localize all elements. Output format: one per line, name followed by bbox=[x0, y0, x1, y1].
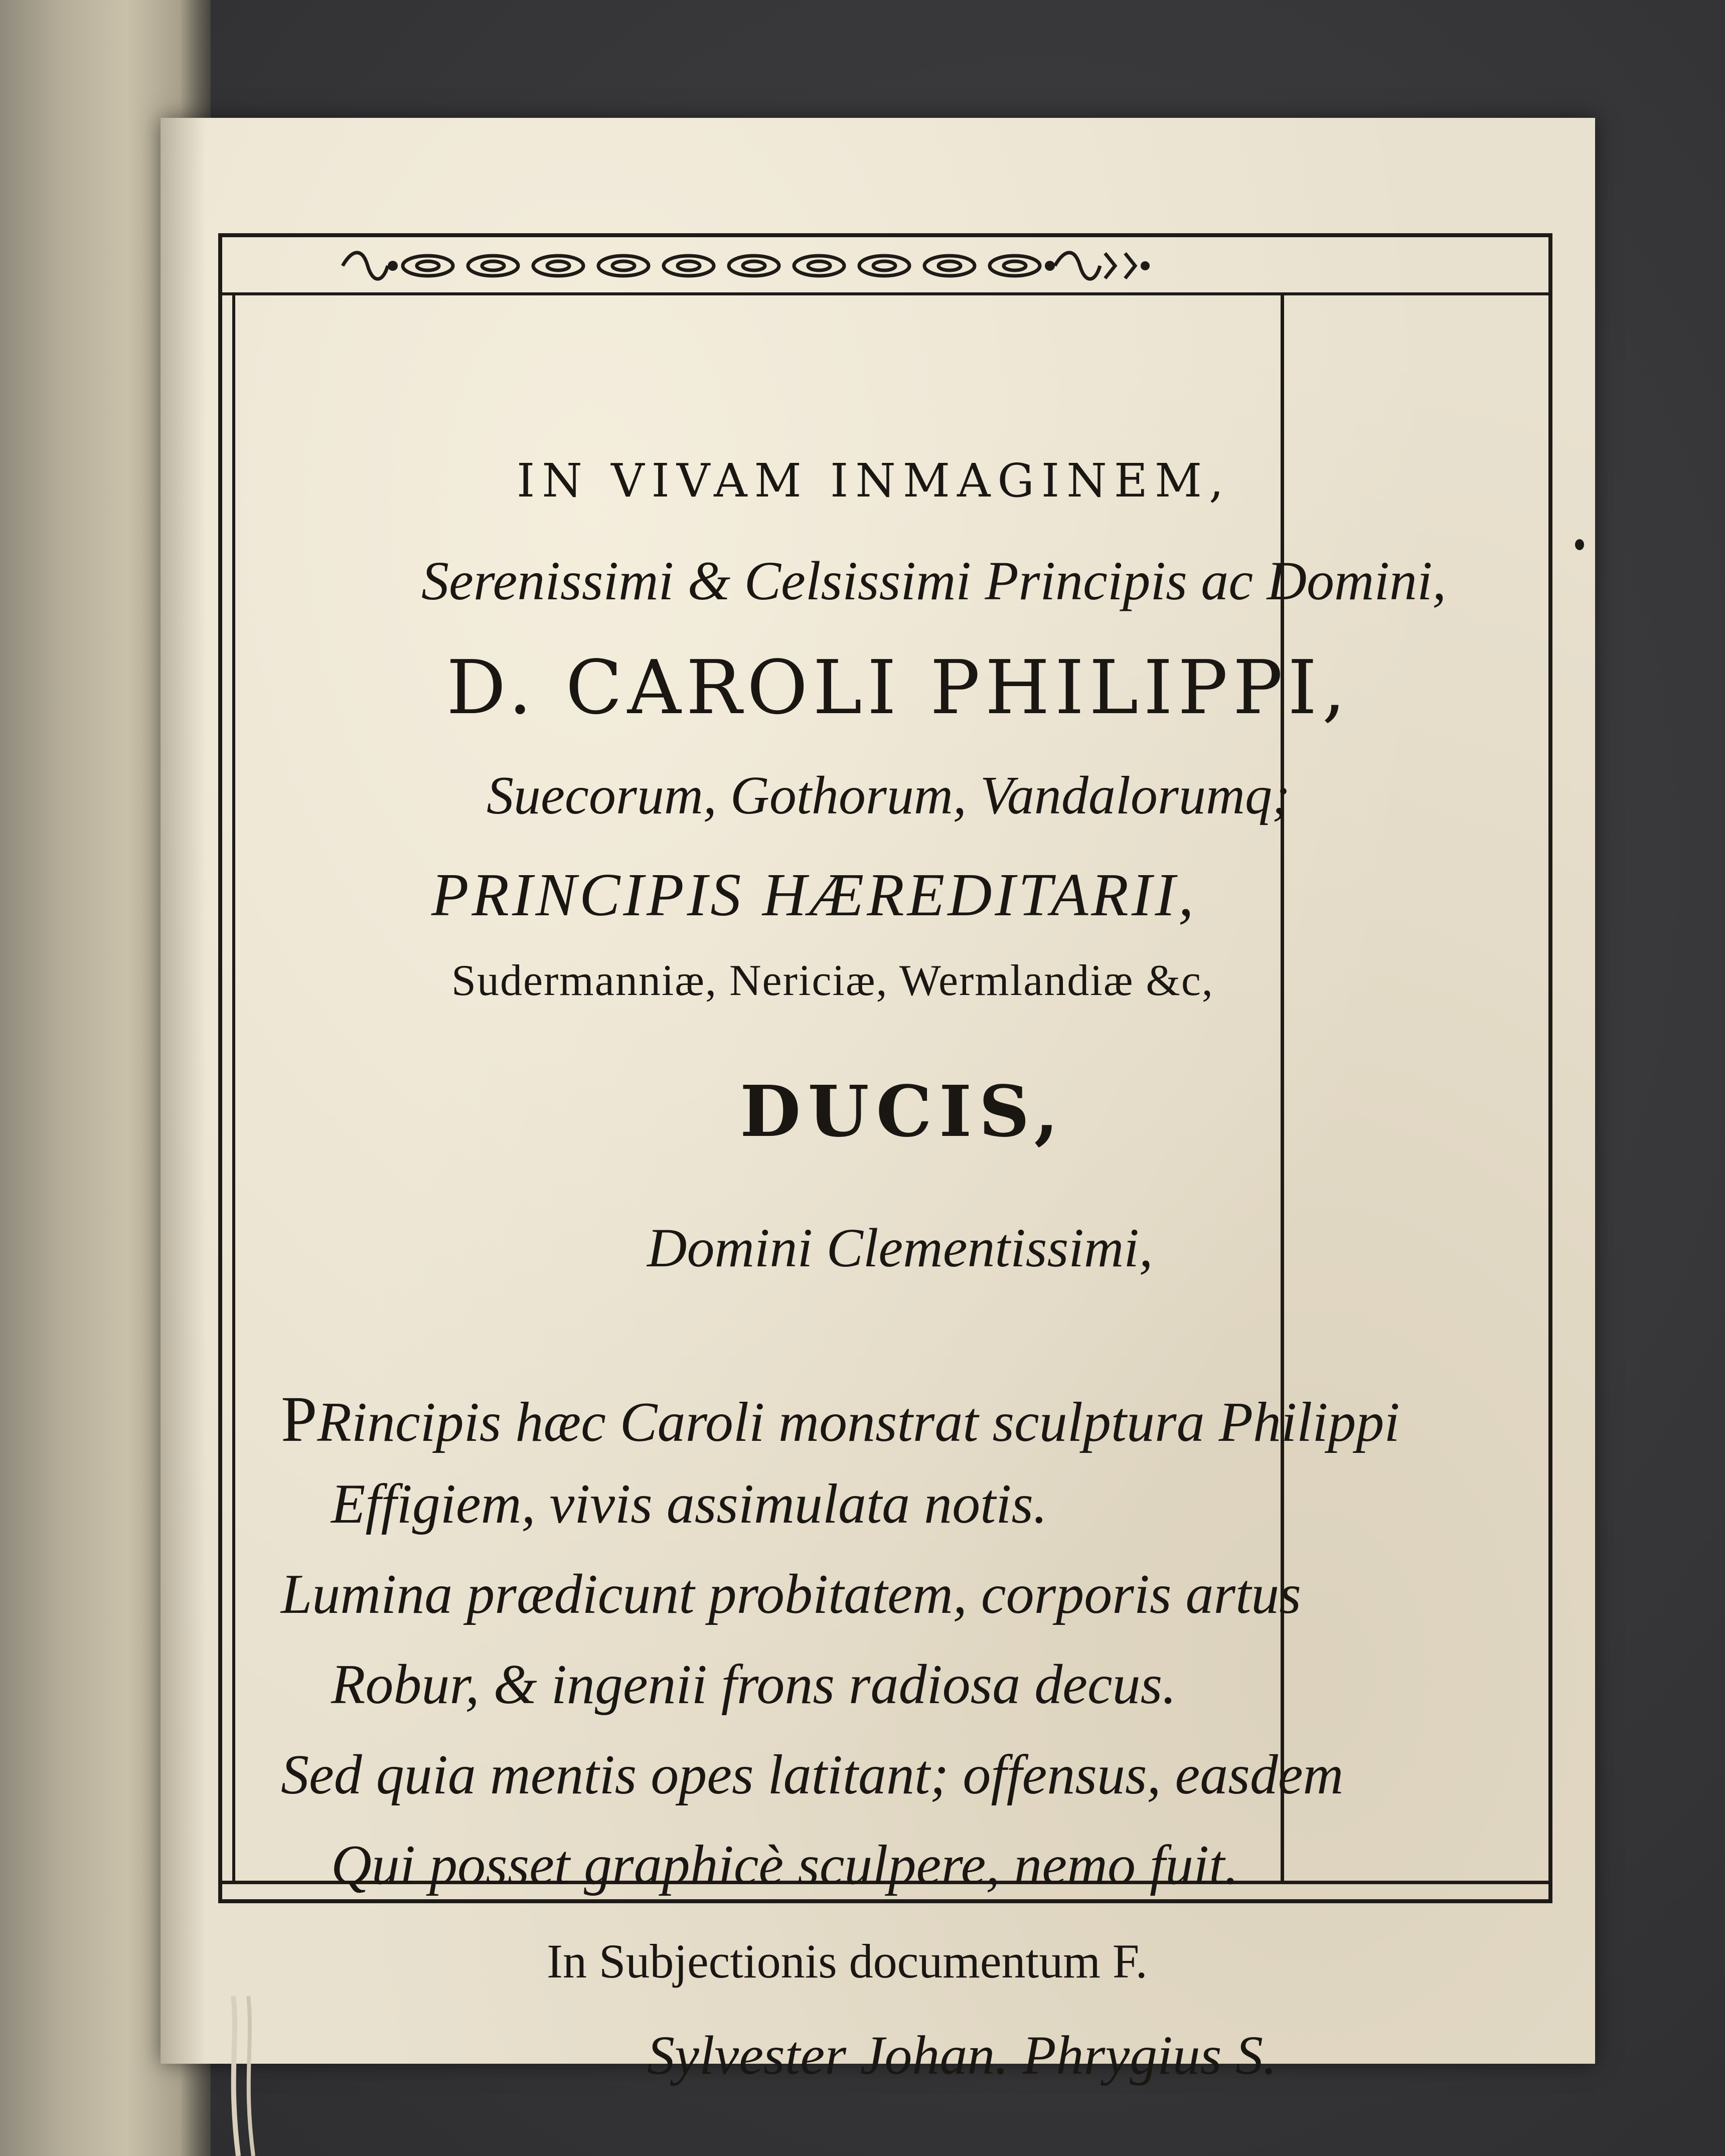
page-gutter bbox=[161, 118, 206, 2064]
heading-line-8: Domini Clementissimi, bbox=[647, 1217, 1153, 1278]
heading-line-1: IN VIVAM INMAGINEM, bbox=[517, 454, 1231, 508]
ink-dot bbox=[1575, 539, 1584, 550]
ornament-icon bbox=[333, 243, 1155, 288]
heading-line-5: PRINCIPIS HÆREDITARII, bbox=[431, 861, 1197, 929]
heading-ducis: DUCIS, bbox=[740, 1071, 1066, 1153]
frame-right-rule bbox=[1281, 292, 1284, 1884]
verse-line-1-text: Rincipis hæc Caroli monstrat sculptura Philippi bbox=[317, 1391, 1400, 1453]
binding-thread-icon bbox=[223, 1996, 268, 2156]
verse-line-3: Lumina prædicunt probitatem, corporis artus bbox=[281, 1563, 1301, 1625]
book-page bbox=[161, 118, 1595, 2086]
heading-line-4: Suecorum, Gothorum, Vandalorumq; bbox=[487, 766, 1290, 825]
verse-line-1 bbox=[281, 1382, 1399, 1457]
frame-top-rule bbox=[222, 292, 1548, 295]
heading-name: D. CAROLI PHILIPPI, bbox=[446, 644, 1351, 731]
frame-left-rule bbox=[232, 292, 235, 1884]
heading-line-2: Serenissimi & Celsissimi Principis ac Domini, bbox=[421, 550, 1447, 611]
ornament-band bbox=[333, 243, 1155, 288]
verse-line-2: Effigiem, vivis assimulata notis. bbox=[331, 1473, 1047, 1535]
dedication-line: In Subjectionis documentum F. bbox=[547, 1934, 1148, 1988]
signature-line: Sylvester Johan. Phrygius S. bbox=[647, 2025, 1277, 2086]
heading-line-6: Sudermanniæ, Nericiæ, Wermlandiæ &c, bbox=[451, 956, 1214, 1005]
verse-line-5: Sed quia mentis opes latitant; offensus, easdem bbox=[281, 1744, 1344, 1806]
verse-dropcap: P bbox=[281, 1383, 318, 1455]
verse-line-4: Robur, & ingenii frons radiosa decus. bbox=[331, 1653, 1177, 1716]
verse-line-6: Qui posset graphicè sculpere, nemo fuit. bbox=[331, 1834, 1239, 1896]
